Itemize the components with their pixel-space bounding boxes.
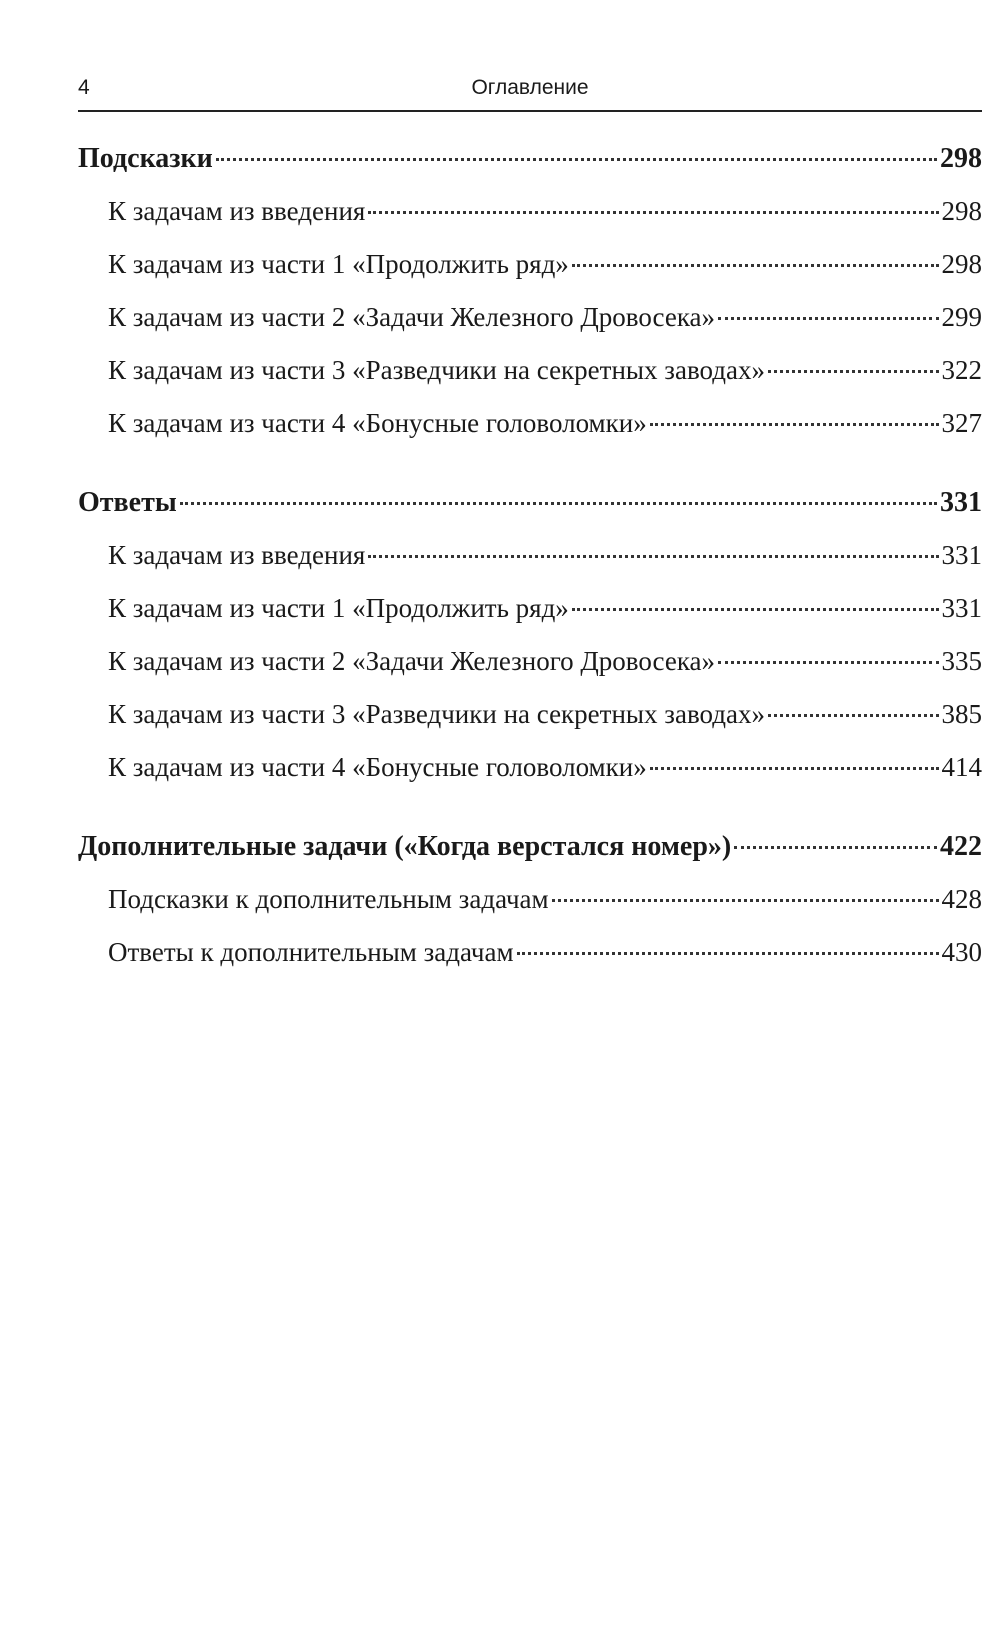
page-number: 4 [78,76,90,99]
running-title: Оглавление [471,76,589,99]
leader-dots [552,899,939,902]
toc-entry-page: 327 [941,408,982,438]
toc-entry[interactable] [78,185,982,238]
toc-entry[interactable] [78,741,982,794]
toc-entry-label: К задачам из части 4 «Бонусные головоломки» [108,752,647,782]
toc-heading[interactable] [78,820,982,873]
toc-entry-label: К задачам из части 3 «Разведчики на секретных заводах» [108,355,765,385]
toc-entry-page: 428 [941,884,982,914]
toc-entry[interactable] [78,873,982,926]
toc-entry[interactable] [78,291,982,344]
toc-entry[interactable] [78,397,982,450]
leader-dots [734,846,937,849]
toc-entry-label: К задачам из части 2 «Задачи Железного Дровосека» [108,302,716,332]
toc-entry-page: 335 [941,646,982,676]
leader-dots [718,661,938,664]
toc-entry[interactable] [78,238,982,291]
toc-entry-label: Подсказки к дополнительным задачам [108,884,549,914]
toc-entry-page: 298 [941,249,982,279]
toc-entry-label: К задачам из введения [108,196,366,226]
toc-entry-page: 299 [941,302,982,332]
toc-section-extra [78,820,982,979]
toc-heading-label: Дополнительные задачи («Когда верстался номер») [78,831,732,862]
leader-dots [368,211,938,214]
toc-entry[interactable] [78,529,982,582]
toc-entry-label: К задачам из части 4 «Бонусные головоломки» [108,408,647,438]
leader-dots [768,370,939,373]
toc-entry[interactable] [78,582,982,635]
toc-entry-page: 331 [941,593,982,623]
toc-entry-page: 322 [941,355,982,385]
toc-entry[interactable] [78,635,982,688]
toc-entry-label: К задачам из части 1 «Продолжить ряд» [108,249,569,279]
toc-entry-label: К задачам из части 3 «Разведчики на секретных заводах» [108,699,765,729]
leader-dots [718,317,938,320]
toc-section-hints [78,132,982,450]
leader-dots [368,555,938,558]
toc-entry-label: Ответы к дополнительным задачам [108,937,514,967]
running-head [78,74,982,112]
toc-section-answers [78,476,982,794]
leader-dots [650,767,939,770]
toc-entry[interactable] [78,688,982,741]
toc-heading[interactable] [78,476,982,529]
toc-entry-label: К задачам из введения [108,540,366,570]
toc-heading-page: 422 [940,831,982,862]
leader-dots [572,608,939,611]
leader-dots [216,158,937,161]
toc-entry-page: 331 [941,540,982,570]
leader-dots [650,423,939,426]
toc-entry-label: К задачам из части 2 «Задачи Железного Дровосека» [108,646,716,676]
leader-dots [180,502,937,505]
toc-entry[interactable] [78,344,982,397]
leader-dots [572,264,939,267]
toc-entry-label: К задачам из части 1 «Продолжить ряд» [108,593,569,623]
leader-dots [517,952,939,955]
toc-entry-page: 385 [941,699,982,729]
toc-entry-page: 414 [941,752,982,782]
toc-entry-page: 298 [941,196,982,226]
table-of-contents [78,132,982,1005]
toc-heading[interactable] [78,132,982,185]
toc-entry[interactable] [78,926,982,979]
toc-heading-page: 298 [940,143,982,174]
toc-entry-page: 430 [941,937,982,967]
toc-heading-label: Ответы [78,487,177,518]
toc-heading-label: Подсказки [78,143,213,174]
toc-heading-page: 331 [940,487,982,518]
leader-dots [768,714,939,717]
